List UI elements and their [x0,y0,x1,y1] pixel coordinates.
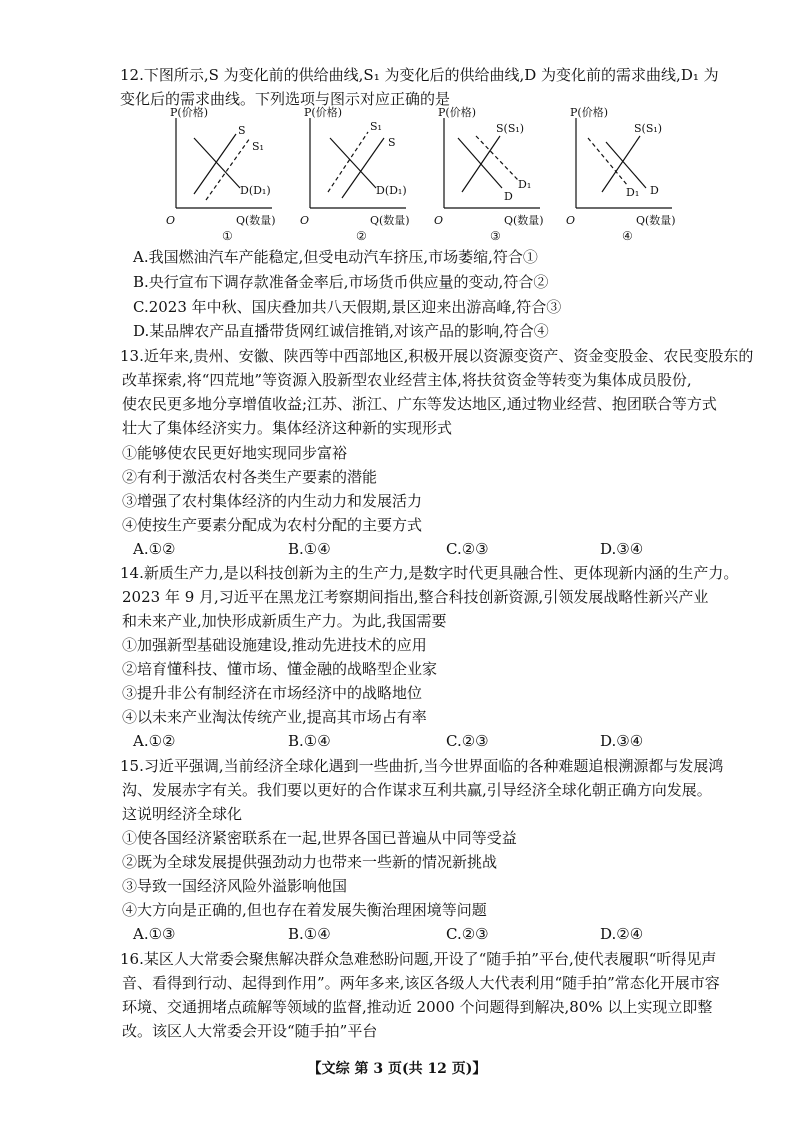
q13-stem-line: 13.近年来,贵州、安徽、陕西等中西部地区,积极开展以资源变资产、资金变股金、农民变股东的 [120,347,754,365]
diagram-marker: ④ [622,229,633,243]
x-axis-label: Q(数量) [504,214,544,227]
diagram-marker: ③ [490,229,501,243]
q13-item: ③增强了农村集体经济的内生动力和发展活力 [122,492,423,510]
origin-label: O [434,214,444,227]
curve-label: D₁ [518,178,532,191]
diagram-marker: ② [356,229,367,243]
q14-item: ④以未来产业淘汰传统产业,提高其市场占有率 [122,708,427,726]
q13-item: ④使按生产要素分配成为农村分配的主要方式 [122,516,423,534]
curve-label: D [650,184,659,197]
curve-label: D(D₁) [376,184,407,197]
q15-item: ②既为全球发展提供强劲动力也带来一些新的情况新挑战 [122,853,498,871]
q15-item: ①使各国经济紧密联系在一起,世界各国已普遍从中同等受益 [122,829,517,847]
curve-label: S(S₁) [634,122,663,135]
choice-d: D.②④ [600,925,644,943]
curve-label: S [388,136,396,149]
q13-item: ②有利于激活农村各类生产要素的潜能 [122,468,378,486]
choice-c: C.②③ [446,540,489,558]
q13-item: ①能够使农民更好地实现同步富裕 [122,444,348,462]
q16-stem-line: 16.某区人大常委会聚焦解决群众急难愁盼问题,开设了“随手拍”平台,使代表履职“听得见声 [120,950,717,968]
curve-label: S(S₁) [496,122,525,135]
choice-a: A.①③ [133,925,176,943]
demand-curve-d1 [476,136,518,180]
choice-c: C.②③ [446,925,489,943]
y-axis-label: P(价格) [170,106,208,119]
curve-label: S [238,124,246,137]
q14-stem-line: 和未来产业,加快形成新质生产力。为此,我国需要 [122,612,447,630]
curve-label: S₁ [252,140,264,153]
x-axis-label: Q(数量) [370,214,410,227]
supply-demand-diagram-3 [434,106,568,248]
supply-curve-s [194,134,236,194]
q13-stem-line: 使农民更多地分享增值收益;江苏、浙江、广东等发达地区,通过物业经营、抱团联合等方式 [122,395,717,413]
supply-demand-diagram-1 [166,106,300,248]
supply-curve-s1 [328,132,368,192]
y-axis-label: P(价格) [570,106,608,119]
y-axis-label: P(价格) [438,106,476,119]
diagram-marker: ① [222,229,233,243]
q14-stem-line: 14.新质生产力,是以科技创新为主的生产力,是数字时代更具融合性、更体现新内涵的生产力。 [120,564,739,582]
curve-label: D₁ [626,186,640,199]
curve-label: D(D₁) [240,184,271,197]
q14-stem-line: 2023 年 9 月,习近平在黑龙江考察期间指出,整合科技创新资源,引领发展战略性新兴产业 [122,588,709,606]
q12-option-c: C.2023 年中秋、国庆叠加共八天假期,景区迎来出游高峰,符合③ [133,298,562,316]
x-axis-label: Q(数量) [636,214,676,227]
demand-curve-d [194,138,240,188]
choice-b: B.①④ [288,540,331,558]
q12-stem-line-2: 变化后的需求曲线。下列选项与图示对应正确的是 [120,90,451,108]
q13-stem-line: 壮大了集体经济实力。集体经济这种新的实现形式 [122,419,453,437]
origin-label: O [166,214,176,227]
choice-b: B.①④ [288,732,331,750]
choice-d: D.③④ [600,732,644,750]
q12-option-a: A.我国燃油汽车产能稳定,但受电动汽车挤压,市场萎缩,符合① [133,248,538,266]
q14-item: ③提升非公有制经济在市场经济中的战略地位 [122,684,423,702]
q15-item: ③导致一国经济风险外溢影响他国 [122,877,348,895]
origin-label: O [300,214,310,227]
choice-c: C.②③ [446,732,489,750]
q14-item: ②培育懂科技、懂市场、懂金融的战略型企业家 [122,660,438,678]
curve-label: S₁ [370,120,382,133]
q15-item: ④大方向是正确的,但也存在着发展失衡治理困境等问题 [122,901,487,919]
origin-label: O [566,214,576,227]
x-axis-label: Q(数量) [236,214,276,227]
supply-demand-diagram-4 [566,106,700,248]
choice-d: D.③④ [600,540,644,558]
q16-stem-line: 环境、交通拥堵点疏解等领域的监督,推动近 2000 个问题得到解决,80% 以上实现立即整 [122,998,713,1016]
curve-label: D [504,190,513,203]
q16-stem-line: 音、看得到行动、起得到作用”。两年多来,该区各级人大代表利用“随手拍”常态化开展市容 [122,974,720,992]
q15-stem-line: 沟、发展赤字有关。我们要以更好的合作谋求互利共赢,引导经济全球化朝正确方向发展。 [122,781,712,799]
page-footer: 【文综 第 3 页(共 12 页)】 [307,1061,487,1077]
demand-curve-d [606,142,646,188]
q15-stem-line: 15.习近平强调,当前经济全球化遇到一些曲折,当今世界面临的各种难题追根溯源都与发展鸿 [120,757,724,775]
q14-item: ①加强新型基础设施建设,推动先进技术的应用 [122,636,427,654]
y-axis-label: P(价格) [304,106,342,119]
demand-curve-d [458,138,502,188]
q12-stem-line-1: 12.下图所示,S 为变化前的供给曲线,S₁ 为变化后的供给曲线,D 为变化前的需求曲线,D₁ 为 [120,66,719,84]
q13-stem-line: 改革探索,将“四荒地”等资源入股新型农业经营主体,将扶贫资金等转变为集体成员股份, [122,371,692,389]
choice-b: B.①④ [288,925,331,943]
q12-option-b: B.央行宣布下调存款准备金率后,市场货币供应量的变动,符合② [133,273,549,291]
choice-a: A.①② [133,540,176,558]
q15-stem-line: 这说明经济全球化 [122,805,243,823]
q12-option-d: D.某品牌农产品直播带货网红诚信推销,对该产品的影响,符合④ [133,322,549,340]
demand-curve-d [330,138,376,188]
supply-demand-diagram-2 [300,106,434,248]
choice-a: A.①② [133,732,176,750]
q16-stem-line: 改。该区人大常委会开设“随手拍”平台 [122,1022,378,1040]
